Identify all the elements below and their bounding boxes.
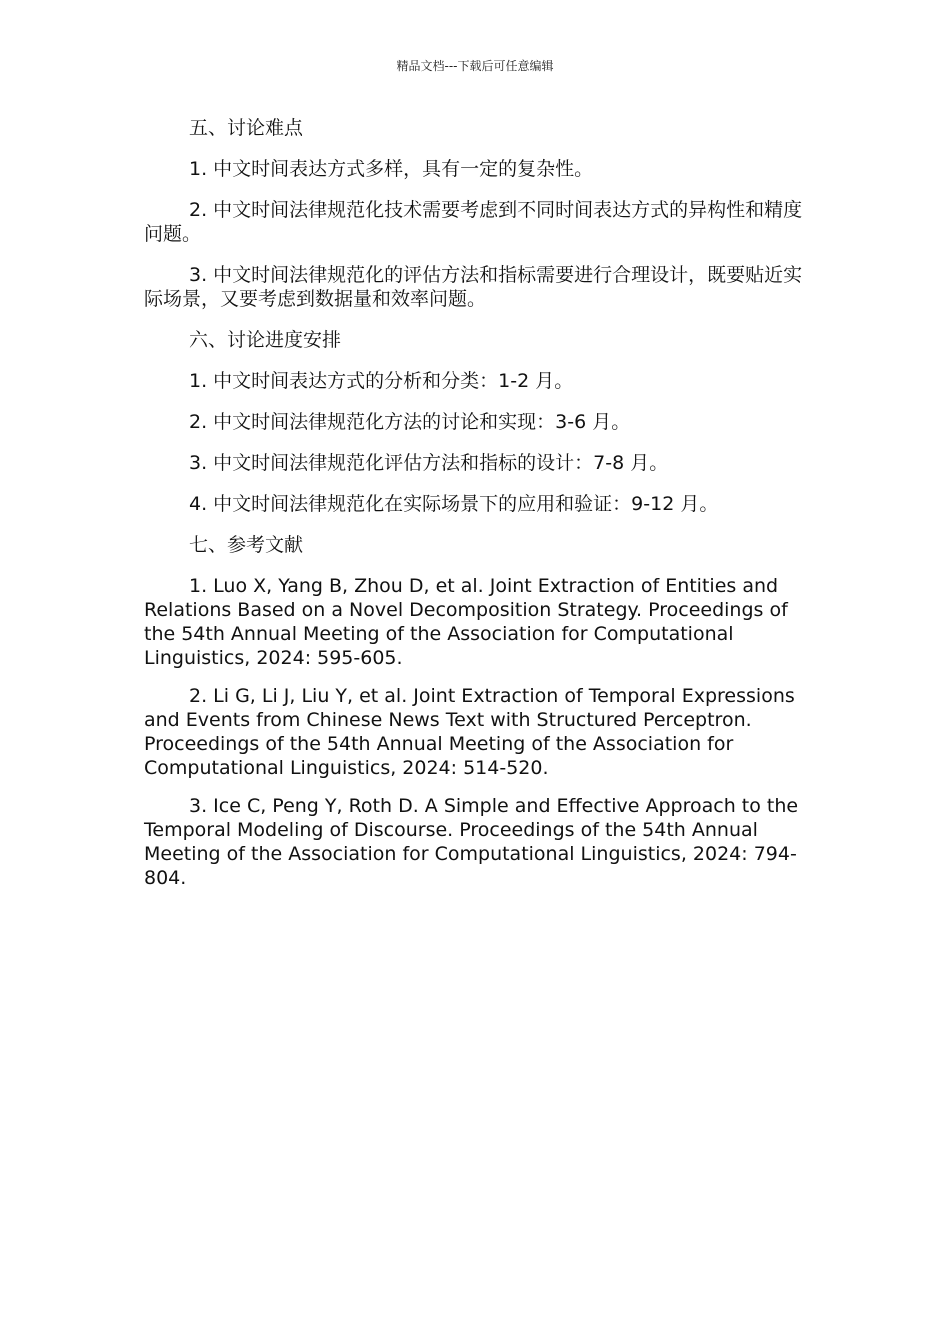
difficulty-item-1: 1. 中文时间表达方式多样，具有一定的复杂性。 (189, 158, 594, 180)
section-heading-schedule: 六、讨论进度安排 (189, 329, 342, 351)
schedule-item-2: 2. 中文时间法律规范化方法的讨论和实现：3-6 月。 (189, 411, 631, 433)
schedule-item-4: 4. 中文时间法律规范化在实际场景下的应用和验证：9-12 月。 (189, 493, 719, 515)
difficulty-item-3: 3. 中文时间法律规范化的评估方法和指标需要进行合理设计，既要贴近实际场景，又要考虑到数据量和效率问题。 (144, 264, 803, 310)
reference-item-1: 1. Luo X, Yang B, Zhou D, et al. Joint Extraction of Entities and Relations Based on a Novel Decomposition Strategy. Proceedings of the 54th Annual Meeting of the Association for Computational Linguistics, 2024: 595-605. (144, 575, 788, 669)
page-header: 精品文档---下载后可任意编辑 (396, 59, 554, 73)
reference-item-2: 2. Li G, Li J, Liu Y, et al. Joint Extraction of Temporal Expressions and Events from Chinese News Text with Structured Perceptron. Proceedings of the 54th Annual Meeting of the Association for Computational Linguistics, 2024: 514-520. (144, 685, 795, 779)
section-heading-difficulties: 五、讨论难点 (189, 117, 304, 139)
difficulty-item-2: 2. 中文时间法律规范化技术需要考虑到不同时间表达方式的异构性和精度问题。 (144, 199, 803, 245)
section-heading-references: 七、参考文献 (189, 534, 304, 556)
document-body (144, 116, 808, 904)
reference-item-3: 3. Ice C, Peng Y, Roth D. A Simple and Effective Approach to the Temporal Modeling of Discourse. Proceedings of the 54th Annual Meeting of the Association for Computational Linguistics, 2024: 794-804. (144, 795, 799, 889)
schedule-item-3: 3. 中文时间法律规范化评估方法和指标的设计：7-8 月。 (189, 452, 669, 474)
schedule-item-1: 1. 中文时间表达方式的分析和分类：1-2 月。 (189, 370, 574, 392)
